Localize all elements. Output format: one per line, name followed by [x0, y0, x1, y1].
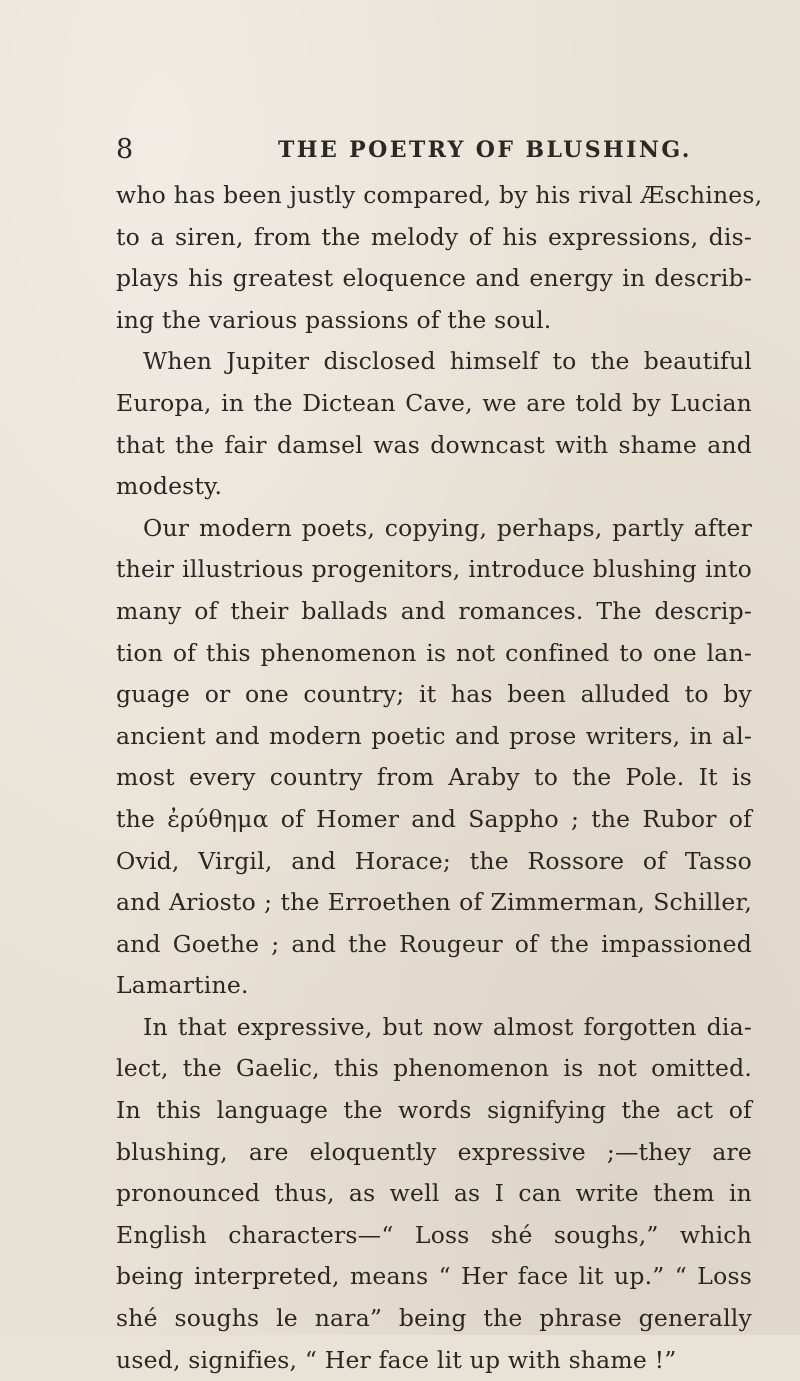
text-line: tion of this phenomenon is not confined to one lan- [116, 638, 752, 667]
text-line: In that expressive, but now almost forgotten dia- [143, 1012, 752, 1041]
text-line: that the fair damsel was downcast with shame and [116, 430, 752, 459]
text-line: pronounced thus, as well as I can write them in [116, 1179, 752, 1208]
page-number: 8 [116, 134, 134, 165]
text-line: being interpreted, means “ Her face lit up.” “ Loss [116, 1262, 752, 1291]
text-line: Europa, in the Dictean Cave, we are told by Lucian [116, 388, 752, 417]
text-line: Our modern poets, copying, perhaps, partly after [143, 513, 752, 542]
text-line: shé soughs le nara” being the phrase generally [116, 1304, 752, 1333]
text-line: modesty. [116, 472, 223, 501]
text-line: ancient and modern poetic and prose writers, in al- [116, 721, 752, 750]
text-line: lect, the Gaelic, this phenomenon is not omitted. [116, 1054, 752, 1083]
text-line: When Jupiter disclosed himself to the beautiful [143, 347, 752, 376]
text-line: to a siren, from the melody of his expressions, dis- [116, 222, 752, 251]
text-line: English characters—“ Loss shé soughs,” which [116, 1220, 752, 1249]
running-title: THE POETRY OF BLUSHING. [278, 137, 692, 163]
text-line: the ἐρύθημα of Homer and Sappho ; the Rubor of [116, 804, 752, 833]
text-line: guage or one country; it has been alluded to by [116, 680, 752, 709]
text-line: and Ariosto ; the Erroethen of Zimmerman, Schiller, [116, 888, 752, 917]
text-line: blushing, are eloquently expressive ;—they are [116, 1137, 752, 1166]
text-line: used, signifies, “ Her face lit up with shame !” [116, 1345, 677, 1374]
body-text [116, 175, 763, 1381]
text-line: Ovid, Virgil, and Horace; the Rossore of Tasso [116, 846, 752, 875]
running-head [116, 134, 756, 168]
text-line: In this language the words signifying the act of [116, 1096, 752, 1125]
text-line: and Goethe ; and the Rougeur of the impassioned [116, 929, 752, 958]
text-line: Lamartine. [116, 971, 249, 1000]
text-line: ing the various passions of the soul. [116, 305, 552, 334]
text-line: many of their ballads and romances. The descrip- [116, 596, 752, 625]
text-line: their illustrious progenitors, introduce blushing into [116, 555, 752, 584]
text-line: plays his greatest eloquence and energy in describ- [116, 264, 752, 293]
text-line: most every country from Araby to the Pole. It is [116, 763, 752, 792]
text-line: who has been justly compared, by his rival Æschines, [116, 181, 763, 209]
